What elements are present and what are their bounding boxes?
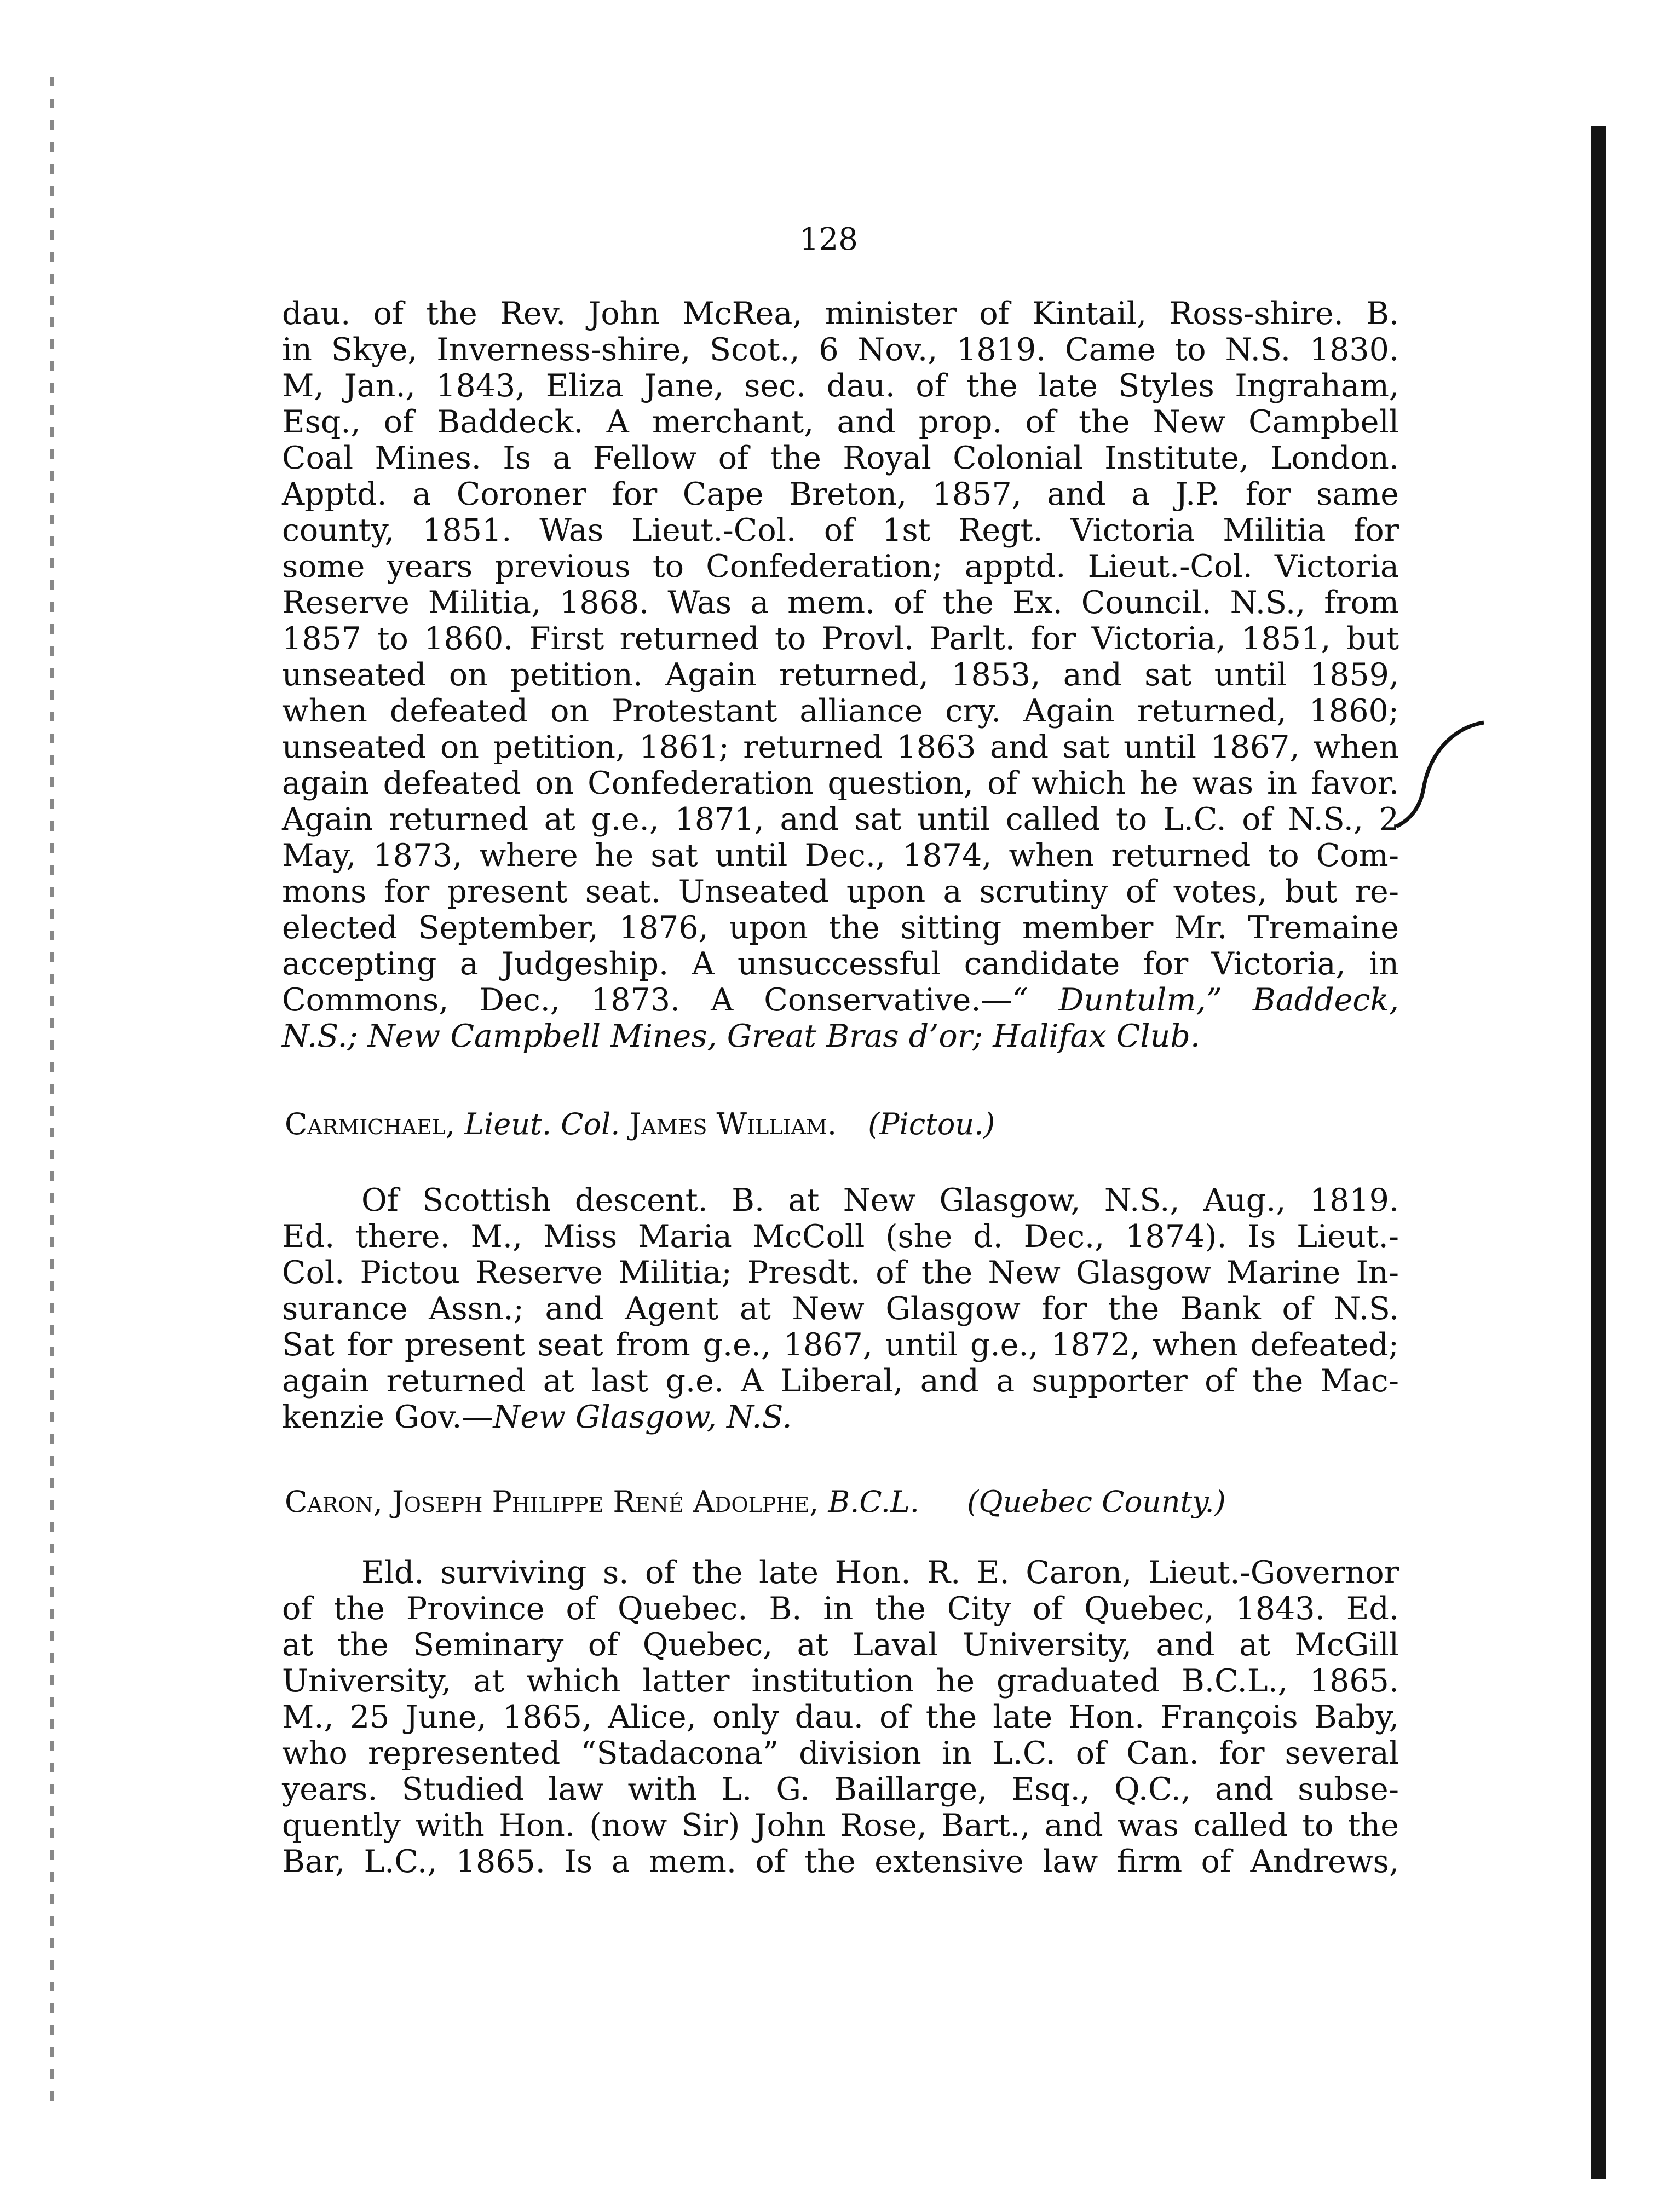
text-line: unseated on petition. Again returned, 1853, and sat until 1859, xyxy=(282,657,1399,693)
commons-text: Commons, Dec., 1873. A Conservative.— xyxy=(282,982,1012,1018)
given-names: James William. xyxy=(629,1107,837,1141)
text-line: when defeated on Protestant alliance cry. Again returned, 1860; xyxy=(282,693,1399,729)
text-line: Esq., of Baddeck. A merchant, and prop. of the New Campbell xyxy=(282,404,1399,440)
text-line: county, 1851. Was Lieut.-Col. of 1st Regt. Victoria Militia for xyxy=(282,512,1399,548)
entry-caron-heading xyxy=(285,1485,1226,1519)
text-line: Apptd. a Coroner for Cape Breton, 1857, and a J.P. for same xyxy=(282,476,1399,512)
text-line: May, 1873, where he sat until Dec., 1874, when returned to Com- xyxy=(282,838,1399,874)
text-line: Eld. surviving s. of the late Hon. R. E. Caron, Lieut.-Governor xyxy=(361,1555,1399,1591)
text-line: who represented “Stadacona” division in L.C. of Can. for several xyxy=(282,1735,1399,1771)
text-line: quently with Hon. (now Sir) John Rose, Bart., and was called to the xyxy=(282,1807,1399,1844)
entry-carmichael-heading xyxy=(285,1107,995,1141)
text-line: elected September, 1876, upon the sitting member Mr. Tremaine xyxy=(282,910,1399,946)
page-number: 128 xyxy=(799,222,858,257)
text-line: mons for present seat. Unseated upon a scrutiny of votes, but re- xyxy=(282,874,1399,910)
residence-address: New Glasgow, N.S. xyxy=(493,1399,792,1435)
full-name: Caron, Joseph Philippe René Adolphe, xyxy=(285,1485,819,1519)
degree: B.C.L. xyxy=(828,1485,919,1519)
text-line: Coal Mines. Is a Fellow of the Royal Colonial Institute, London. xyxy=(282,440,1399,476)
text-line: some years previous to Confederation; apptd. Lieut.-Col. Victoria xyxy=(282,548,1399,585)
riding: (Pictou.) xyxy=(868,1107,995,1141)
text-line: again defeated on Confederation question, of which he was in favor. xyxy=(282,765,1399,801)
rank: Lieut. Col. xyxy=(464,1107,620,1141)
entry-carmichael-body xyxy=(282,1182,1399,1435)
riding: (Quebec County.) xyxy=(967,1485,1226,1519)
left-edge-mark xyxy=(50,77,54,2102)
text-line: in Skye, Inverness-shire, Scot., 6 Nov., 1819. Came to N.S. 1830. xyxy=(282,332,1399,368)
text-line: Col. Pictou Reserve Militia; Presdt. of the New Glasgow Marine In- xyxy=(282,1255,1399,1291)
text-line: Ed. there. M., Miss Maria McColl (she d. Dec., 1874). Is Lieut.- xyxy=(282,1218,1399,1255)
text-line: at the Seminary of Quebec, at Laval University, and at McGill xyxy=(282,1627,1399,1663)
text-line xyxy=(282,1399,1399,1435)
text-line: 1857 to 1860. First returned to Provl. Parlt. for Victoria, 1851, but xyxy=(282,621,1399,657)
text-line: unseated on petition, 1861; returned 1863 and sat until 1867, when xyxy=(282,729,1399,765)
residence-address: N.S.; New Campbell Mines, Great Bras d’or; Halifax Club. xyxy=(282,1018,1200,1054)
right-edge-bar xyxy=(1591,126,1606,2179)
text-line: accepting a Judgeship. A unsuccessful candidate for Victoria, in xyxy=(282,946,1399,982)
text-line: Bar, L.C., 1865. Is a mem. of the extensive law firm of Andrews, xyxy=(282,1844,1399,1880)
text-line: surance Assn.; and Agent at New Glasgow for the Bank of N.S. xyxy=(282,1291,1399,1327)
text-line: Again returned at g.e., 1871, and sat until called to L.C. of N.S., 2 xyxy=(282,801,1399,838)
gov-text: kenzie Gov.— xyxy=(282,1399,493,1435)
text-line: M., 25 June, 1865, Alice, only dau. of the late Hon. François Baby, xyxy=(282,1699,1399,1735)
text-line: years. Studied law with L. G. Baillarge, Esq., Q.C., and subse- xyxy=(282,1771,1399,1807)
text-line xyxy=(282,982,1399,1018)
entry-caron-body xyxy=(282,1555,1399,1880)
text-line: Reserve Militia, 1868. Was a mem. of the Ex. Council. N.S., from xyxy=(282,585,1399,621)
text-line: again returned at last g.e. A Liberal, and a supporter of the Mac- xyxy=(282,1363,1399,1399)
entry-mcrea-body xyxy=(282,296,1399,1054)
text-line: University, at which latter institution he graduated B.C.L., 1865. xyxy=(282,1663,1399,1699)
text-line: of the Province of Quebec. B. in the City of Quebec, 1843. Ed. xyxy=(282,1591,1399,1627)
surname: Carmichael, xyxy=(285,1107,456,1141)
residence-address: “ Duntulm,” Baddeck, xyxy=(1012,982,1399,1018)
text-line: Of Scottish descent. B. at New Glasgow, N.S., Aug., 1819. xyxy=(361,1182,1399,1218)
text-line: Sat for present seat from g.e., 1867, until g.e., 1872, when defeated; xyxy=(282,1327,1399,1363)
text-line: dau. of the Rev. John McRea, minister of Kintail, Ross-shire. B. xyxy=(282,296,1399,332)
handwritten-bracket-mark xyxy=(1391,712,1489,832)
text-line: M, Jan., 1843, Eliza Jane, sec. dau. of the late Styles Ingraham, xyxy=(282,368,1399,404)
